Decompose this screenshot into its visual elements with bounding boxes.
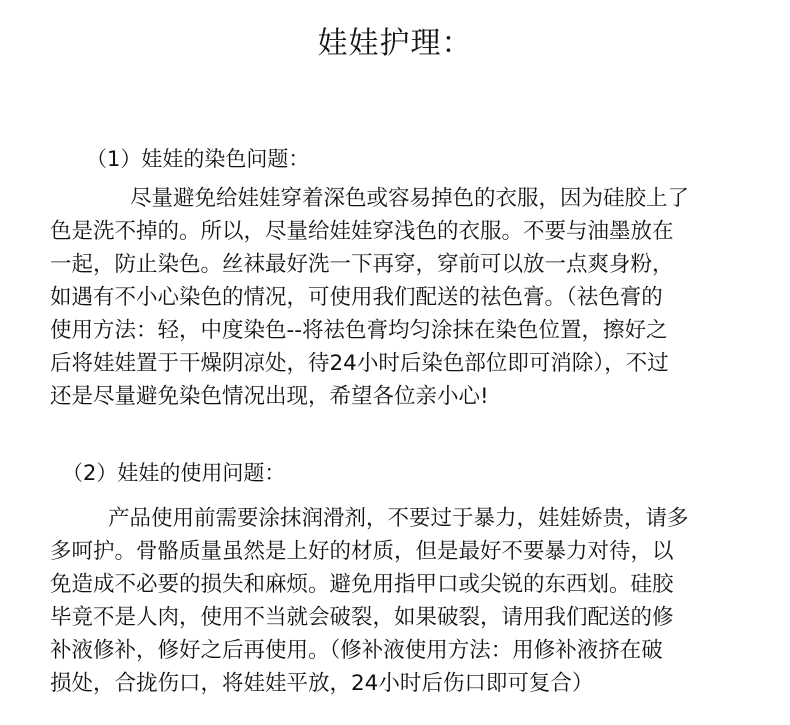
section-heading-usage: （2）娃娃的使用问题： (62, 461, 286, 485)
paragraph-line: 一起，防止染色。丝袜最好洗一下再穿，穿前可以放一点爽身粉， (50, 252, 674, 277)
paragraph-line: 多呵护。骨骼质量虽然是上好的材质，但是最好不要暴力对待，以 (50, 539, 674, 564)
paragraph-line: 色是洗不掉的。所以，尽量给娃娃穿浅色的衣服。不要与油墨放在 (50, 219, 674, 244)
section-body-dyeing (50, 182, 750, 413)
paragraph-line: 损处，合拢伤口，将娃娃平放，24小时后伤口即可复合） (50, 671, 594, 696)
section-heading-dyeing: （1）娃娃的染色问题： (86, 147, 310, 171)
paragraph-line: 毕竟不是人肉，使用不当就会破裂，如果破裂，请用我们配送的修 (50, 605, 674, 630)
paragraph-line: 免造成不必要的损失和麻烦。避免用指甲口或尖锐的东西划。硅胶 (50, 572, 674, 597)
paragraph-line: 使用方法：轻，中度染色--将祛色膏均匀涂抹在染色位置，擦好之 (50, 318, 668, 343)
paragraph-line: 如遇有不小心染色的情况，可使用我们配送的祛色膏。（祛色膏的 (50, 285, 663, 310)
page-title: 娃娃护理： (317, 26, 473, 61)
paragraph-line: 产品使用前需要涂抹润滑剂，不要过于暴力，娃娃娇贵，请多 (108, 506, 689, 531)
paragraph-line: 补液修补，修好之后再使用。（修补液使用方法：用修补液挤在破 (50, 638, 663, 663)
paragraph-line: 后将娃娃置于干燥阴凉处，待24小时后染色部位即可消除），不过 (50, 351, 669, 376)
paragraph-line: 还是尽量避免染色情况出现，希望各位亲小心! (50, 384, 489, 409)
section-body-usage (50, 502, 750, 700)
paragraph-line: 尽量避免给娃娃穿着深色或容易掉色的衣服，因为硅胶上了 (130, 186, 690, 211)
